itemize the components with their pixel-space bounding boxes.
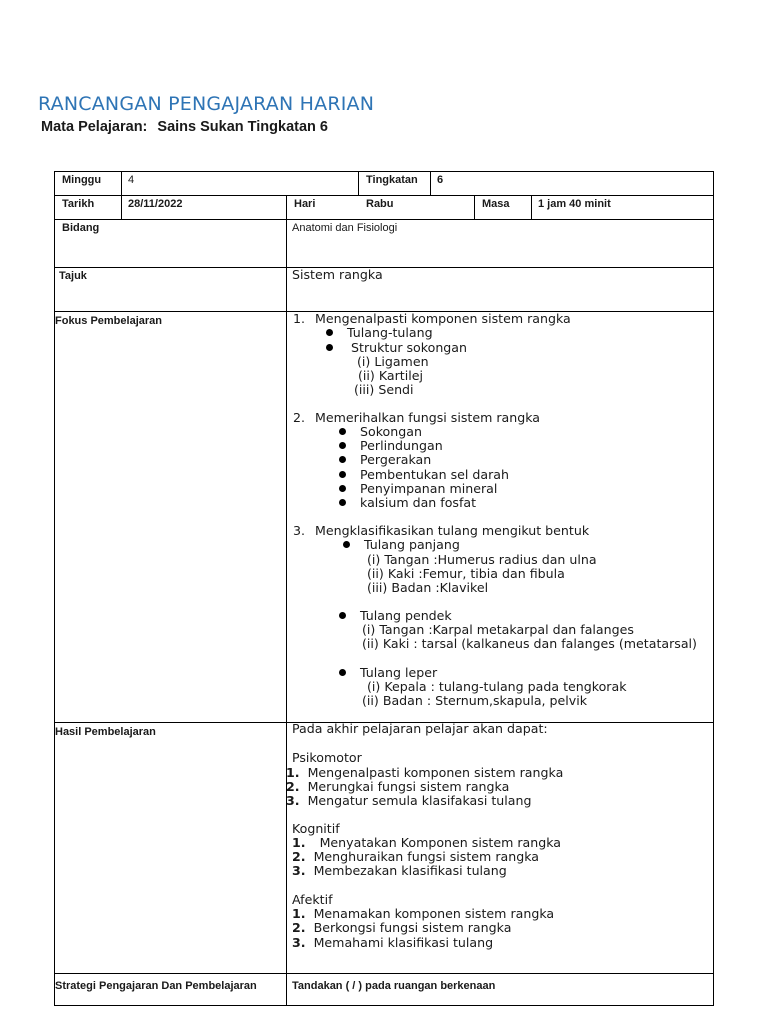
- subject-label: Mata Pelajaran:: [41, 119, 148, 135]
- list-item: Tulang-tulang: [326, 326, 433, 340]
- grid-line: [54, 267, 714, 268]
- list-item: Tulang panjang: [343, 538, 460, 552]
- tajuk-label: Tajuk: [59, 270, 87, 282]
- fokus-label: Fokus Pembelajaran: [55, 315, 162, 327]
- list-item: (iii) Badan :Klavikel: [367, 580, 489, 595]
- list-item: Tulang pendek: [339, 609, 452, 623]
- bullet-icon: [339, 428, 346, 435]
- bullet-icon: [339, 612, 346, 619]
- grid-line: [531, 195, 532, 219]
- list-number: 3.: [293, 523, 306, 538]
- list-item: (i) Tangan :Karpal metakarpal dan falanges: [362, 622, 634, 637]
- kognitif-heading: Kognitif: [292, 821, 340, 836]
- list-item: 2. Menghuraikan fungsi sistem rangka: [292, 849, 539, 864]
- list-item: 2. Berkongsi fungsi sistem rangka: [292, 920, 512, 935]
- hari-value: Rabu: [366, 198, 394, 210]
- grid-line: [121, 171, 122, 219]
- list-item: Tulang leper: [339, 666, 437, 680]
- bullet-icon: [339, 669, 346, 676]
- masa-label: Masa: [482, 198, 510, 210]
- list-item: 3. Mengatur semula klasifakasi tulang: [286, 793, 532, 808]
- minggu-label: Minggu: [62, 174, 102, 186]
- list-item: (i) Ligamen: [357, 354, 429, 369]
- page-title: RANCANGAN PENGAJARAN HARIAN: [38, 93, 375, 115]
- list-item: (i) Kepala : tulang-tulang pada tengkorak: [367, 679, 627, 694]
- bullet-icon: [343, 541, 350, 548]
- strategi-value: Tandakan ( / ) pada ruangan berkenaan: [292, 980, 496, 992]
- list-item: (ii) Badan : Sternum,skapula, pelvik: [362, 693, 588, 708]
- grid-line: [54, 195, 714, 196]
- list-item: 3. Membezakan klasifikasi tulang: [292, 863, 507, 878]
- tajuk-value: Sistem rangka: [292, 267, 383, 282]
- bullet-icon: [339, 485, 346, 492]
- hasil-label: Hasil Pembelajaran: [55, 726, 156, 738]
- list-item: 1. Menyatakan Komponen sistem rangka: [292, 835, 562, 850]
- grid-line: [54, 973, 714, 974]
- tingkatan-label: Tingkatan: [366, 174, 418, 186]
- bidang-label: Bidang: [62, 222, 100, 234]
- grid-line: [54, 1005, 714, 1006]
- list-text: Memerihalkan fungsi sistem rangka: [315, 410, 541, 425]
- minggu-value: 4: [128, 174, 135, 186]
- tingkatan-value: 6: [437, 174, 444, 186]
- strategi-label: Strategi Pengajaran Dan Pembelajaran: [55, 980, 257, 992]
- list-text: Mengklasifikasikan tulang mengikut bentuk: [315, 523, 590, 538]
- masa-value: 1 jam 40 minit: [538, 198, 611, 210]
- grid-line: [54, 171, 55, 1006]
- list-number: 2.: [293, 410, 306, 425]
- list-number: 1.: [293, 311, 306, 326]
- hari-label: Hari: [294, 198, 316, 210]
- afektif-heading: Afektif: [292, 892, 333, 907]
- grid-line: [286, 195, 287, 1006]
- bidang-value: Anatomi dan Fisiologi: [292, 222, 398, 234]
- bullet-icon: [339, 456, 346, 463]
- tarikh-label: Tarikh: [62, 198, 95, 210]
- list-item: (ii) Kaki : tarsal (kalkaneus dan falanges (metatarsal): [362, 636, 697, 651]
- grid-line: [474, 195, 475, 219]
- list-item: 3. Memahami klasifikasi tulang: [292, 935, 494, 950]
- list-item: Struktur sokongan: [326, 341, 467, 355]
- psikomotor-heading: Psikomotor: [292, 750, 362, 765]
- grid-line: [713, 171, 714, 1006]
- bullet-icon: [339, 499, 346, 506]
- bullet-icon: [326, 344, 333, 351]
- list-item: Pergerakan: [339, 453, 431, 467]
- list-item: (iii) Sendi: [354, 382, 414, 397]
- list-item: 1. Menamakan komponen sistem rangka: [292, 906, 555, 921]
- list-item: kalsium dan fosfat: [339, 496, 476, 510]
- list-item: Sokongan: [339, 425, 422, 439]
- list-item: (ii) Kaki :Femur, tibia dan fibula: [367, 566, 565, 581]
- list-item: Penyimpanan mineral: [339, 482, 497, 496]
- subject-value: Sains Sukan Tingkatan 6: [157, 119, 328, 135]
- list-item: Perlindungan: [339, 439, 443, 453]
- grid-line: [358, 171, 359, 195]
- list-text: Mengenalpasti komponen sistem rangka: [315, 311, 571, 326]
- list-item: (i) Tangan :Humerus radius dan ulna: [367, 552, 597, 567]
- subject-line: [41, 119, 328, 135]
- bullet-icon: [326, 329, 333, 336]
- tarikh-value: 28/11/2022: [128, 198, 183, 210]
- bullet-icon: [339, 471, 346, 478]
- hasil-intro: Pada akhir pelajaran pelajar akan dapat:: [292, 721, 548, 736]
- list-item: 2. Merungkai fungsi sistem rangka: [286, 779, 510, 794]
- list-item: 1. Mengenalpasti komponen sistem rangka: [286, 765, 564, 780]
- grid-line: [54, 171, 714, 172]
- grid-line: [430, 171, 431, 195]
- list-item: (ii) Kartilej: [358, 368, 423, 383]
- bullet-icon: [339, 442, 346, 449]
- grid-line: [54, 219, 714, 220]
- list-item: Pembentukan sel darah: [339, 468, 509, 482]
